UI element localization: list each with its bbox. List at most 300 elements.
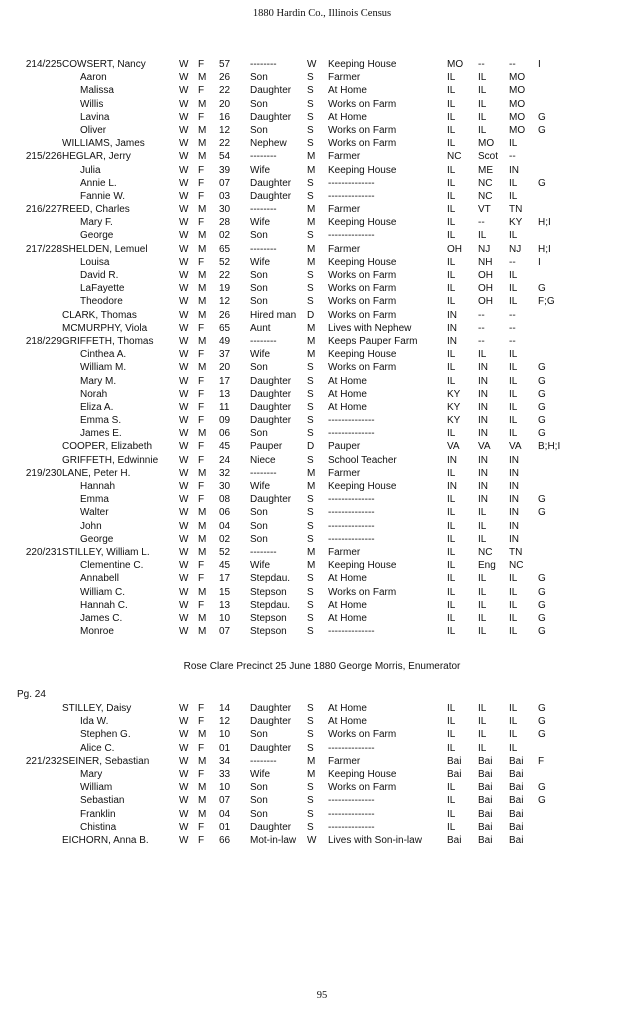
mother-birthplace-cell: MO (509, 85, 526, 97)
mother-birthplace-cell: -- (509, 59, 516, 70)
father-birthplace-cell: NC (478, 190, 493, 202)
occupation-cell: Keeping House (328, 217, 397, 229)
occupation-cell: Works on Farm (328, 309, 397, 321)
birthplace-cell: IL (447, 111, 456, 123)
birthplace-cell: IL (447, 586, 456, 598)
race-cell: W (179, 296, 189, 308)
age-cell: 06 (219, 428, 231, 440)
occupation-cell: -------------- (328, 795, 375, 807)
person-name: Aaron (80, 72, 107, 84)
census-row (0, 834, 644, 847)
race-cell: W (179, 335, 189, 347)
age-cell: 26 (219, 72, 231, 84)
person-name: Chistina (80, 821, 117, 833)
marital-status-cell: S (307, 573, 314, 585)
father-birthplace-cell: IL (478, 124, 487, 136)
birthplace-cell: KY (447, 388, 461, 400)
age-cell: 04 (219, 520, 231, 532)
sex-cell: M (198, 270, 207, 281)
father-birthplace-cell: IL (478, 729, 487, 741)
father-birthplace-cell: IL (478, 349, 487, 361)
age-cell: 14 (219, 703, 231, 714)
age-cell: 33 (219, 768, 231, 780)
marital-status-cell: S (307, 729, 314, 741)
census-row (0, 467, 644, 480)
age-cell: 12 (219, 716, 231, 728)
mother-birthplace-cell: IL (509, 729, 518, 741)
person-name: CLARK, Thomas (62, 309, 137, 321)
sex-cell: M (198, 586, 207, 598)
father-birthplace-cell: IL (478, 716, 487, 728)
sex-cell: F (198, 190, 205, 202)
sex-cell: F (198, 388, 205, 400)
census-row (0, 282, 644, 295)
race-cell: W (179, 729, 189, 741)
census-row (0, 322, 644, 335)
father-birthplace-cell: -- (478, 322, 485, 334)
father-birthplace-cell: IN (478, 388, 488, 400)
note-cell: G (538, 612, 546, 624)
age-cell: 12 (219, 124, 231, 136)
age-cell: 13 (219, 388, 231, 400)
note-cell: G (538, 494, 546, 506)
occupation-cell: Works on Farm (328, 362, 397, 374)
father-birthplace-cell: IN (478, 481, 488, 492)
race-cell: W (179, 808, 189, 820)
mother-birthplace-cell: -- (509, 256, 516, 268)
sex-cell: F (198, 454, 205, 466)
marital-status-cell: S (307, 415, 314, 427)
age-cell: 52 (219, 546, 231, 558)
race-cell: W (179, 428, 189, 440)
race-cell: W (179, 256, 189, 268)
census-section-2 (0, 702, 644, 847)
mother-birthplace-cell: Bai (509, 834, 524, 846)
person-name: Cinthea A. (80, 349, 127, 361)
mother-birthplace-cell: IN (509, 494, 519, 506)
race-cell: W (179, 415, 189, 427)
age-cell: 24 (219, 454, 231, 466)
father-birthplace-cell: Bai (478, 782, 493, 794)
census-row (0, 256, 644, 269)
relation-cell: Daughter (250, 821, 292, 833)
occupation-cell: At Home (328, 599, 367, 611)
occupation-cell: At Home (328, 612, 367, 624)
birthplace-cell: IL (447, 177, 456, 189)
birthplace-cell: Bai (447, 768, 462, 780)
person-name: GRIFFETH, Thomas (62, 335, 154, 347)
race-cell: W (179, 401, 189, 413)
sex-cell: M (198, 204, 207, 216)
mother-birthplace-cell: IL (509, 401, 518, 413)
relation-cell: Wife (250, 560, 270, 572)
census-row (0, 559, 644, 572)
note-cell: G (538, 507, 546, 519)
mother-birthplace-cell: IL (509, 716, 518, 728)
age-cell: 06 (219, 507, 231, 519)
occupation-cell: -------------- (328, 520, 375, 532)
census-row (0, 599, 644, 612)
occupation-cell: Keeping House (328, 481, 397, 492)
race-cell: W (179, 177, 189, 189)
person-name: COWSERT, Nancy (62, 59, 146, 70)
race-cell: W (179, 626, 189, 638)
household-ref: 220/231 (25, 546, 62, 558)
sex-cell: M (198, 72, 207, 84)
relation-cell: Son (250, 520, 268, 532)
occupation-cell: Lives with Nephew (328, 322, 412, 334)
person-name: LANE, Peter H. (62, 467, 131, 479)
sex-cell: M (198, 533, 207, 545)
father-birthplace-cell: NC (478, 546, 493, 558)
birthplace-cell: IL (447, 808, 456, 820)
mother-birthplace-cell: Bai (509, 782, 524, 794)
age-cell: 52 (219, 256, 231, 268)
birthplace-cell: IL (447, 716, 456, 728)
census-row (0, 177, 644, 190)
father-birthplace-cell: VA (478, 441, 491, 453)
birthplace-cell: IL (447, 85, 456, 97)
note-cell: G (538, 283, 546, 295)
relation-cell: Daughter (250, 177, 292, 189)
person-name: Franklin (80, 808, 116, 820)
marital-status-cell: M (307, 243, 316, 255)
marital-status-cell: S (307, 716, 314, 728)
occupation-cell: Works on Farm (328, 729, 397, 741)
father-birthplace-cell: NH (478, 256, 493, 268)
household-ref: 217/228 (25, 243, 62, 255)
race-cell: W (179, 388, 189, 400)
birthplace-cell: IL (447, 546, 456, 558)
person-name: Mary F. (80, 217, 113, 229)
sex-cell: M (198, 626, 207, 638)
note-cell: I (538, 59, 541, 70)
age-cell: 09 (219, 415, 231, 427)
sex-cell: F (198, 742, 205, 754)
race-cell: W (179, 546, 189, 558)
marital-status-cell: S (307, 98, 314, 110)
father-birthplace-cell: MO (478, 138, 495, 150)
birthplace-cell: IL (447, 467, 456, 479)
sex-cell: M (198, 507, 207, 519)
father-birthplace-cell: -- (478, 217, 485, 229)
person-name: Alice C. (80, 742, 115, 754)
father-birthplace-cell: IL (478, 742, 487, 754)
marital-status-cell: S (307, 72, 314, 84)
mother-birthplace-cell: IN (509, 164, 519, 176)
person-name: SHELDEN, Lemuel (62, 243, 148, 255)
sex-cell: M (198, 520, 207, 532)
occupation-cell: Farmer (328, 755, 361, 767)
person-name: David R. (80, 270, 119, 281)
note-cell: G (538, 124, 546, 136)
relation-cell: Hired man (250, 309, 297, 321)
census-row (0, 742, 644, 755)
occupation-cell: -------------- (328, 177, 375, 189)
birthplace-cell: Bai (447, 755, 462, 767)
race-cell: W (179, 111, 189, 123)
marital-status-cell: S (307, 454, 314, 466)
marital-status-cell: S (307, 283, 314, 295)
mother-birthplace-cell: IL (509, 586, 518, 598)
marital-status-cell: S (307, 494, 314, 506)
person-name: HEGLAR, Jerry (62, 151, 131, 163)
occupation-cell: At Home (328, 388, 367, 400)
relation-cell: Wife (250, 349, 270, 361)
census-row (0, 335, 644, 348)
note-cell: G (538, 415, 546, 427)
mother-birthplace-cell: MO (509, 98, 526, 110)
mother-birthplace-cell: IL (509, 296, 518, 308)
marital-status-cell: S (307, 401, 314, 413)
sex-cell: F (198, 834, 205, 846)
father-birthplace-cell: IN (478, 375, 488, 387)
mother-birthplace-cell: -- (509, 322, 516, 334)
race-cell: W (179, 151, 189, 163)
age-cell: 22 (219, 85, 231, 97)
census-row (0, 58, 644, 71)
mother-birthplace-cell: IL (509, 138, 518, 150)
father-birthplace-cell: IN (478, 454, 488, 466)
father-birthplace-cell: IN (478, 467, 488, 479)
birthplace-cell: IL (447, 626, 456, 638)
person-name: George (80, 533, 114, 545)
father-birthplace-cell: OH (478, 283, 493, 295)
marital-status-cell: S (307, 795, 314, 807)
race-cell: W (179, 322, 189, 334)
note-cell: B;H;I (538, 441, 561, 453)
census-row (0, 164, 644, 177)
occupation-cell: Farmer (328, 243, 361, 255)
person-name: Ida W. (80, 716, 109, 728)
father-birthplace-cell: IL (478, 533, 487, 545)
relation-cell: Son (250, 782, 268, 794)
page-number: 95 (316, 990, 328, 1001)
census-row (0, 454, 644, 467)
sex-cell: M (198, 612, 207, 624)
marital-status-cell: S (307, 124, 314, 136)
race-cell: W (179, 716, 189, 728)
birthplace-cell: NC (447, 151, 462, 163)
mother-birthplace-cell: -- (509, 309, 516, 321)
person-name: Walter (80, 507, 109, 519)
father-birthplace-cell: Bai (478, 795, 493, 807)
sex-cell: F (198, 177, 205, 189)
sex-cell: F (198, 768, 205, 780)
age-cell: 20 (219, 362, 231, 374)
mother-birthplace-cell: IL (509, 415, 518, 427)
mother-birthplace-cell: Bai (509, 795, 524, 807)
age-cell: 66 (219, 834, 231, 846)
race-cell: W (179, 190, 189, 202)
census-row (0, 229, 644, 242)
relation-cell: Wife (250, 256, 270, 268)
person-name: STILLEY, Daisy (62, 703, 132, 714)
sex-cell: F (198, 415, 205, 427)
age-cell: 10 (219, 612, 231, 624)
father-birthplace-cell: -- (478, 335, 485, 347)
marital-status-cell: M (307, 164, 316, 176)
person-name: George (80, 230, 114, 242)
relation-cell: Stepson (250, 612, 287, 624)
relation-cell: -------- (250, 335, 277, 347)
birthplace-cell: IL (447, 375, 456, 387)
father-birthplace-cell: Bai (478, 755, 493, 767)
birthplace-cell: IL (447, 821, 456, 833)
age-cell: 17 (219, 375, 231, 387)
birthplace-cell: IL (447, 533, 456, 545)
person-name: REED, Charles (62, 204, 130, 216)
sex-cell: M (198, 243, 207, 255)
race-cell: W (179, 768, 189, 780)
census-row (0, 702, 644, 715)
mother-birthplace-cell: IN (509, 481, 519, 492)
census-row (0, 715, 644, 728)
race-cell: W (179, 164, 189, 176)
marital-status-cell: S (307, 85, 314, 97)
relation-cell: Nephew (250, 138, 287, 150)
household-ref: 214/225 (25, 59, 62, 70)
relation-cell: Mot-in-law (250, 834, 297, 846)
relation-cell: Daughter (250, 703, 292, 714)
father-birthplace-cell: IL (478, 72, 487, 84)
census-row (0, 427, 644, 440)
race-cell: W (179, 349, 189, 361)
sex-cell: M (198, 124, 207, 136)
age-cell: 30 (219, 481, 231, 492)
occupation-cell: At Home (328, 375, 367, 387)
occupation-cell: At Home (328, 573, 367, 585)
father-birthplace-cell: IN (478, 362, 488, 374)
father-birthplace-cell: -- (478, 59, 485, 70)
marital-status-cell: S (307, 821, 314, 833)
marital-status-cell: S (307, 599, 314, 611)
relation-cell: Son (250, 124, 268, 136)
person-name: Annie L. (80, 177, 117, 189)
relation-cell: Daughter (250, 415, 292, 427)
occupation-cell: -------------- (328, 742, 375, 754)
mother-birthplace-cell: Bai (509, 768, 524, 780)
person-name: William (80, 782, 113, 794)
person-name: Eliza A. (80, 401, 114, 413)
person-name: LaFayette (80, 283, 125, 295)
birthplace-cell: IL (447, 98, 456, 110)
relation-cell: Son (250, 507, 268, 519)
occupation-cell: -------------- (328, 230, 375, 242)
occupation-cell: At Home (328, 716, 367, 728)
marital-status-cell: D (307, 309, 315, 321)
person-name: Annabell (80, 573, 119, 585)
occupation-cell: School Teacher (328, 454, 397, 466)
occupation-cell: -------------- (328, 494, 375, 506)
age-cell: 02 (219, 533, 231, 545)
father-birthplace-cell: ME (478, 164, 493, 176)
mother-birthplace-cell: KY (509, 217, 523, 229)
person-name: Hannah (80, 481, 116, 492)
marital-status-cell: M (307, 204, 316, 216)
note-cell: F (538, 755, 545, 767)
age-cell: 49 (219, 335, 231, 347)
mother-birthplace-cell: IL (509, 190, 518, 202)
sex-cell: F (198, 349, 205, 361)
age-cell: 07 (219, 177, 231, 189)
sex-cell: F (198, 481, 205, 492)
marital-status-cell: S (307, 230, 314, 242)
note-cell: G (538, 586, 546, 598)
marital-status-cell: W (307, 834, 317, 846)
marital-status-cell: S (307, 138, 314, 150)
mother-birthplace-cell: IL (509, 177, 518, 189)
relation-cell: -------- (250, 755, 277, 767)
occupation-cell: -------------- (328, 428, 375, 440)
mother-birthplace-cell: NJ (509, 243, 522, 255)
person-name: Emma (80, 494, 109, 506)
birthplace-cell: IL (447, 138, 456, 150)
birthplace-cell: IL (447, 428, 456, 440)
race-cell: W (179, 441, 189, 453)
birthplace-cell: IL (447, 204, 456, 216)
age-cell: 01 (219, 742, 231, 754)
census-row (0, 808, 644, 821)
occupation-cell: Farmer (328, 151, 361, 163)
occupation-cell: Works on Farm (328, 270, 397, 281)
age-cell: 12 (219, 296, 231, 308)
census-row (0, 794, 644, 807)
note-cell: G (538, 177, 546, 189)
sex-cell: F (198, 821, 205, 833)
marital-status-cell: S (307, 388, 314, 400)
father-birthplace-cell: IN (478, 401, 488, 413)
person-name: Monroe (80, 626, 114, 638)
age-cell: 03 (219, 190, 231, 202)
age-cell: 04 (219, 808, 231, 820)
father-birthplace-cell: IL (478, 111, 487, 123)
person-name: Lavina (80, 111, 110, 123)
mother-birthplace-cell: IL (509, 362, 518, 374)
age-cell: 65 (219, 243, 231, 255)
census-row (0, 137, 644, 150)
marital-status-cell: M (307, 349, 316, 361)
occupation-cell: Keeping House (328, 256, 397, 268)
relation-cell: Son (250, 729, 268, 741)
sex-cell: F (198, 703, 205, 714)
race-cell: W (179, 481, 189, 492)
birthplace-cell: IN (447, 481, 457, 492)
race-cell: W (179, 243, 189, 255)
relation-cell: Son (250, 533, 268, 545)
father-birthplace-cell: Bai (478, 821, 493, 833)
sex-cell: F (198, 322, 205, 334)
relation-cell: -------- (250, 204, 277, 216)
page-header: 1880 Hardin Co., Illinois Census (252, 8, 392, 19)
age-cell: 08 (219, 494, 231, 506)
race-cell: W (179, 375, 189, 387)
relation-cell: Niece (250, 454, 276, 466)
note-cell: G (538, 626, 546, 638)
birthplace-cell: IL (447, 164, 456, 176)
mother-birthplace-cell: IN (509, 507, 519, 519)
sex-cell: M (198, 808, 207, 820)
marital-status-cell: M (307, 256, 316, 268)
note-cell: G (538, 388, 546, 400)
census-row (0, 71, 644, 84)
sex-cell: F (198, 494, 205, 506)
person-name: Julia (80, 164, 101, 176)
occupation-cell: Works on Farm (328, 138, 397, 150)
occupation-cell: Keeps Pauper Farm (328, 335, 418, 347)
note-cell: G (538, 599, 546, 611)
birthplace-cell: IL (447, 742, 456, 754)
